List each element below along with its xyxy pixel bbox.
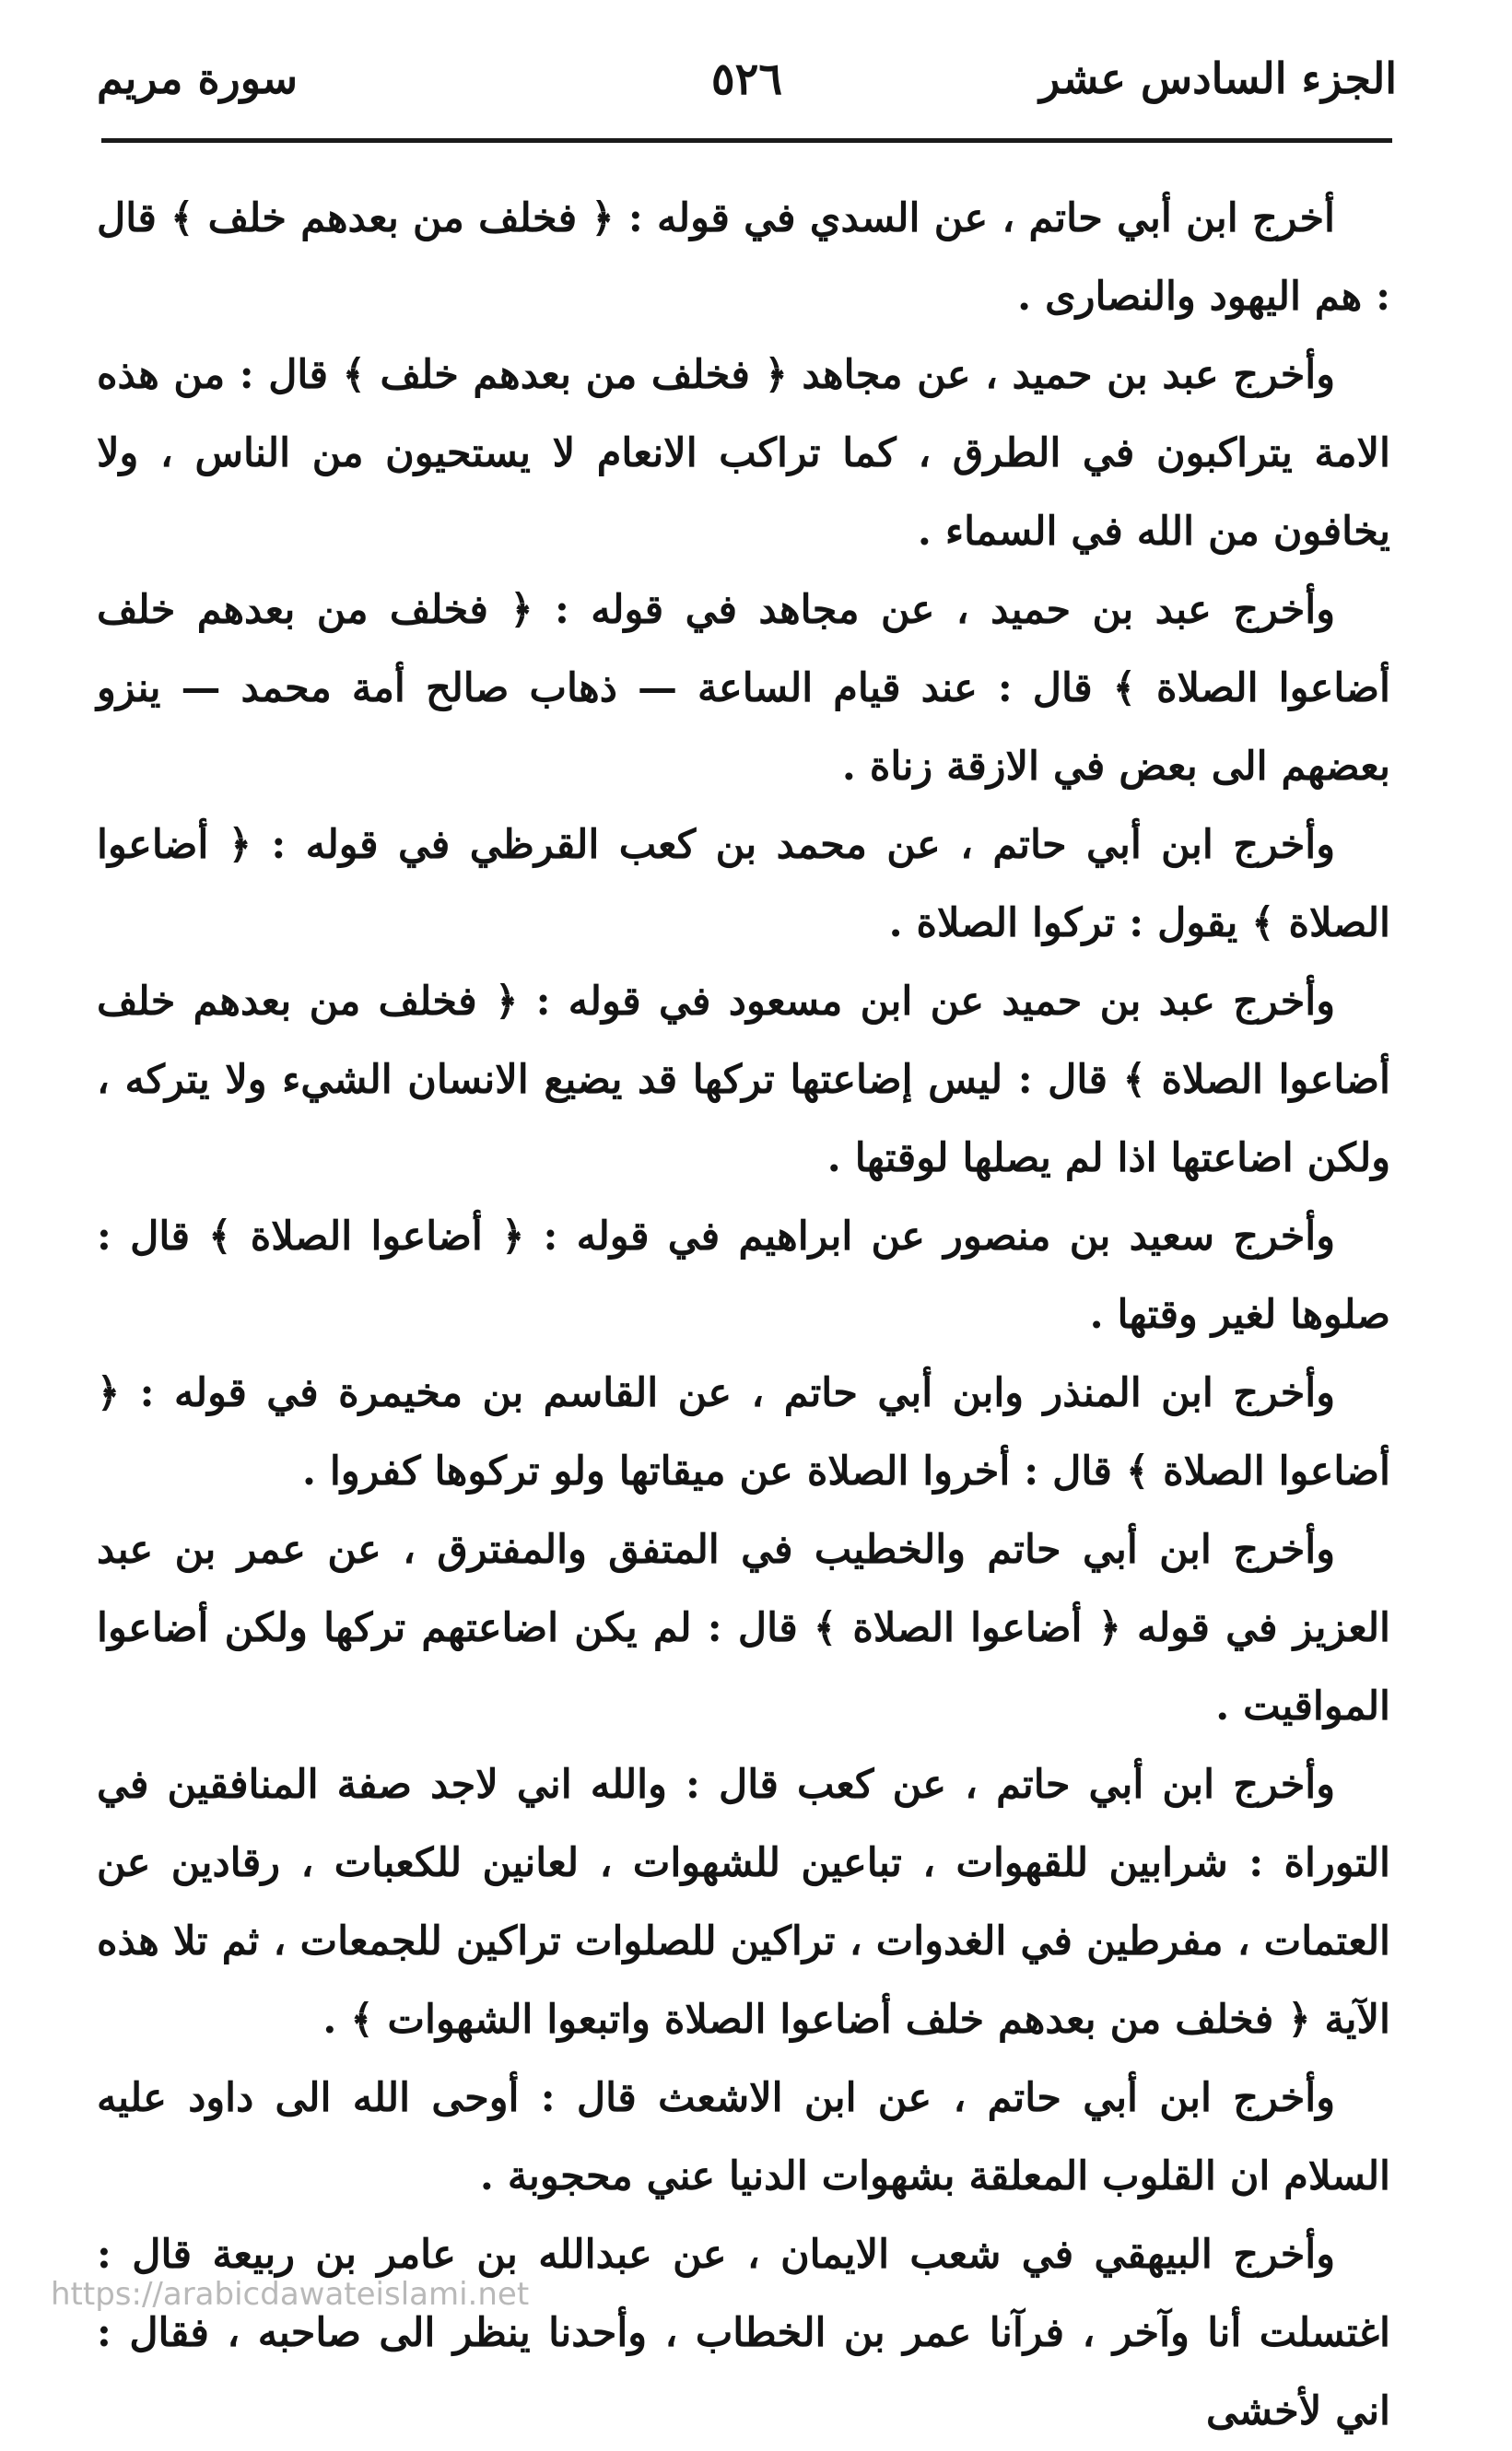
page-body [97,180,1390,2451]
paragraph: أخرج ابن أبي حاتم ، عن السدي في قوله : ﴿ فخلف من بعدهم خلف ﴾ قال : هم اليهود والنصارى . [97,195,1390,320]
paragraph: وأخرج ابن أبي حاتم والخطيب في المتفق والمفترق ، عن عمر بن عبد العزيز في قوله ﴿ أضاعوا الصلاة ﴾ قال : لم يكن اضاعتهم تركها ولكن أضاعوا المواقيت . [97,1527,1390,1730]
page-header [97,53,1397,118]
header-divider [101,138,1392,143]
page-number: ٥٢٦ [710,53,783,105]
paragraph: وأخرج ابن أبي حاتم ، عن محمد بن كعب القرظي في قوله : ﴿ أضاعوا الصلاة ﴾ يقول : تركوا الصلاة . [97,822,1390,946]
paragraph: وأخرج البيهقي في شعب الايمان ، عن عبدالله بن عامر بن ربيعة قال : اغتسلت أنا وآخر ، فرآنا عمر بن الخطاب ، وأحدنا ينظر الى صاحبه ، فقال : اني لأخشى [97,2232,1390,2434]
paragraph: وأخرج ابن أبي حاتم ، عن كعب قال : والله اني لاجد صفة المنافقين في التوراة : شرابين للقهوات ، تباعين للشهوات ، لعانين للكعبات ، رقادين عن العتمات ، مفرطين في الغدوات ، تراكين للصلوات تراكين للجمعات ، ثم تلا هذه الآية ﴿ فخلف من بعدهم خلف أضاعوا الصلاة واتبعوا الشهوات ﴾ . [97,1762,1390,2043]
paragraph: وأخرج سعيد بن منصور عن ابراهيم في قوله : ﴿ أضاعوا الصلاة ﴾ قال : صلوها لغير وقتها . [97,1214,1390,1338]
part-title: الجزء السادس عشر [1039,53,1397,103]
watermark-url: https://arabicdawateislami.net [51,2276,530,2313]
paragraph: وأخرج عبد بن حميد عن ابن مسعود في قوله : ﴿ فخلف من بعدهم خلف أضاعوا الصلاة ﴾ قال : ليس إضاعتها تركها قد يضيع الانسان الشيء ولا يتركه ، ولكن اضاعتها اذا لم يصلها لوقتها . [97,979,1390,1181]
paragraph: وأخرج ابن المنذر وابن أبي حاتم ، عن القاسم بن مخيمرة في قوله : ﴿ أضاعوا الصلاة ﴾ قال : أخروا الصلاة عن ميقاتها ولو تركوها كفروا . [97,1370,1390,1495]
surah-title: سورة مريم [97,53,299,103]
paragraph: وأخرج عبد بن حميد ، عن مجاهد في قوله : ﴿ فخلف من بعدهم خلف أضاعوا الصلاة ﴾ قال : عند قيام الساعة — ذهاب صالح أمة محمد — ينزو بعضهم الى بعض في الازقة زناة . [97,587,1390,790]
paragraph: وأخرج ابن أبي حاتم ، عن ابن الاشعث قال : أوحى الله الى داود عليه السلام ان القلوب المعلقة بشهوات الدنيا عني محجوبة . [97,2075,1390,2199]
paragraph: وأخرج عبد بن حميد ، عن مجاهد ﴿ فخلف من بعدهم خلف ﴾ قال : من هذه الامة يتراكبون في الطرق ، كما تراكب الانعام لا يستحيون من الناس ، ولا يخافون من الله في السماء . [97,352,1390,555]
